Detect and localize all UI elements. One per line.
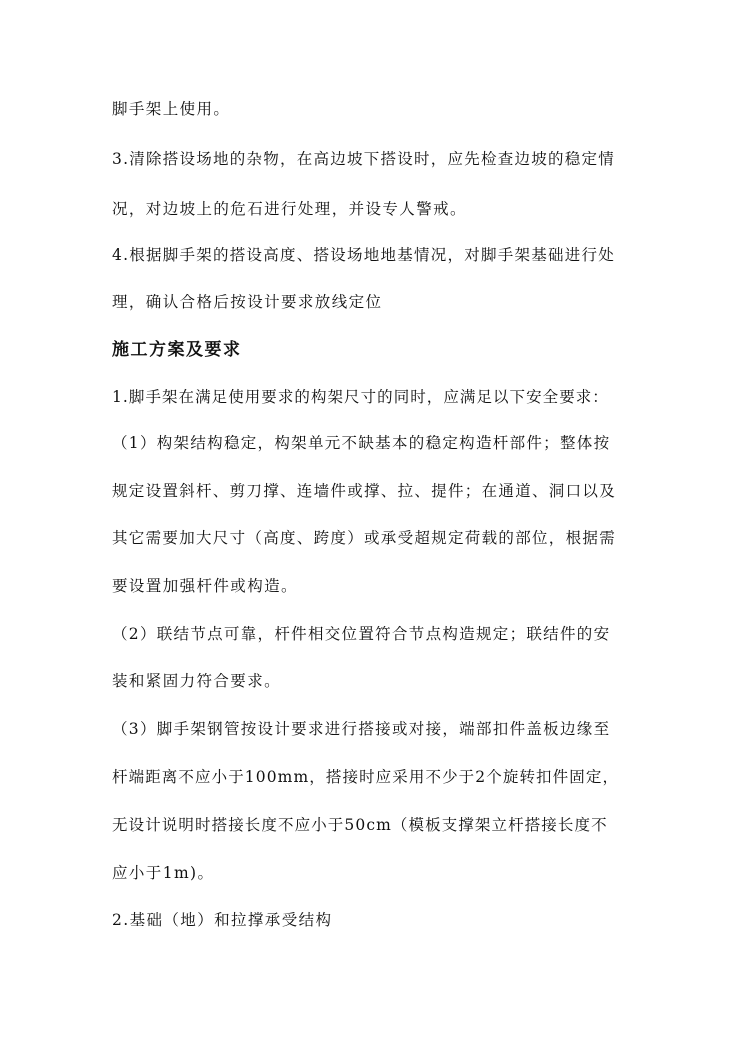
- paragraph-line: （3）脚手架钢管按设计要求进行搭接或对接，端部扣件盖板边缘至: [112, 720, 611, 738]
- paragraph-line: 应小于1m)。: [112, 864, 215, 882]
- paragraph-line: （1）构架结构稳定，构架单元不缺基本的稳定构造杆部件；整体按: [112, 434, 611, 452]
- paragraph-line: 规定设置斜杆、剪刀撑、连墙件或撑、拉、提件；在通道、洞口以及: [112, 482, 617, 500]
- paragraph-line: 要设置加强杆件或构造。: [112, 577, 298, 595]
- paragraph-line: 1.脚手架在满足使用要求的构架尺寸的同时，应满足以下安全要求：: [112, 388, 609, 406]
- paragraph-line: 3.清除搭设场地的杂物，在高边坡下搭设时，应先检查边坡的稳定情: [112, 150, 616, 168]
- paragraph-line: 无设计说明时搭接长度不应小于50cm（模板支撑架立杆搭接长度不: [112, 816, 608, 834]
- paragraph-line: 杆端距离不应小于100mm，搭接时应采用不少于2个旋转扣件固定，: [112, 768, 620, 786]
- paragraph-line: 其它需要加大尺寸（高度、跨度）或承受超规定荷载的部位，根据需: [112, 529, 617, 547]
- paragraph-line: 装和紧固力符合要求。: [112, 672, 282, 690]
- paragraph-line: （2）联结节点可靠，杆件相交位置符合节点构造规定；联结件的安: [112, 625, 611, 643]
- paragraph-line: 理，确认合格后按设计要求放线定位: [112, 293, 383, 311]
- paragraph-line: 2.基础（地）和拉撑承受结构: [112, 911, 333, 929]
- paragraph-line: 脚手架上使用。: [112, 100, 231, 118]
- paragraph-line: 4.根据脚手架的搭设高度、搭设场地地基情况，对脚手架基础进行处: [112, 246, 616, 264]
- section-heading: 施工方案及要求: [112, 340, 242, 360]
- paragraph-line: 况，对边坡上的危石进行处理，并设专人警戒。: [112, 200, 467, 218]
